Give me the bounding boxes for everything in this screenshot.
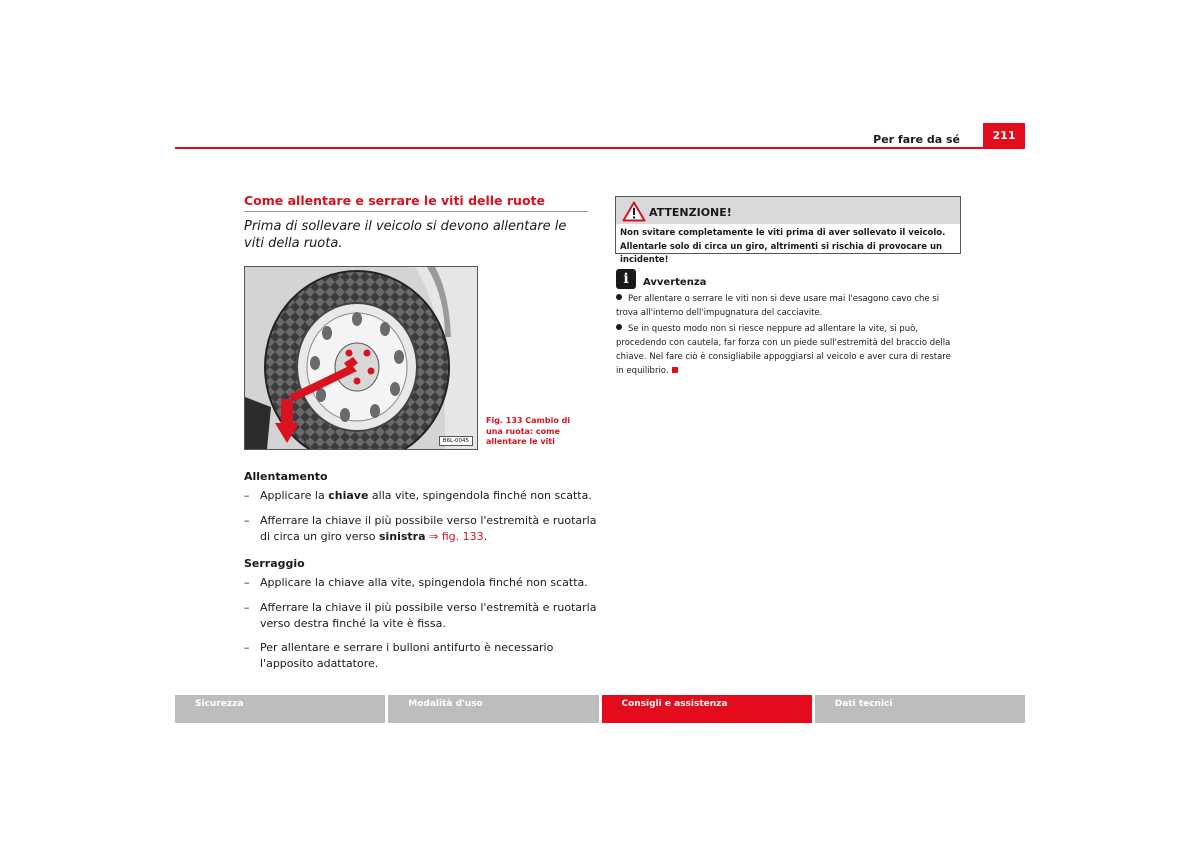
tab-modalita-uso[interactable]: Modalità d'uso — [388, 695, 598, 723]
warning-triangle-icon — [622, 201, 646, 222]
end-of-section-icon — [672, 367, 678, 373]
header-rule — [175, 147, 1025, 149]
tightening-heading: Serraggio — [244, 557, 305, 570]
figure-code: B6L-0045 — [439, 436, 473, 446]
wheel-illustration — [245, 267, 477, 449]
warning-text: Non svitare completamente le viti prima di aver sollevato il veicolo. Allentarle solo di circa un giro, altrimenti si rischia di provocare un incidente! — [620, 228, 946, 265]
warning-box — [615, 196, 961, 265]
tab-dati-tecnici[interactable]: Dati tecnici — [815, 695, 1025, 723]
bullet-icon — [616, 294, 622, 300]
tightening-step-3: – Per allentare e serrare i bulloni antifurto è necessario l'apposito adattatore. — [244, 641, 554, 670]
figure-reference-link[interactable]: ⇒ fig. 133 — [429, 529, 484, 543]
figure-caption: Fig. 133 Cambio di una ruota: come allentare le viti — [486, 416, 571, 446]
note-item-1: Per allentare o serrare le viti non si deve usare mai l'esagono cavo che si trova all'interno dell'impugnatura del cacciavite. — [616, 294, 940, 318]
note-item-2: Se in questo modo non si riesce neppure ad allentare la vite, si può, procedendo con cautela, far forza con un piede sull'estremità del braccio della chiave. Nel fare ciò è consigliabile appoggiarsi al veicolo e aver cura di restare in equilibrio. — [616, 324, 951, 376]
loosening-heading: Allentamento — [244, 470, 328, 483]
chapter-navigation — [175, 695, 1025, 723]
tab-consigli-assistenza[interactable]: Consigli e assistenza — [602, 695, 812, 723]
wheel-figure — [244, 266, 478, 450]
warning-header — [616, 197, 960, 224]
tightening-step-2: – Afferrare la chiave il più possibile verso l'estremità e ruotarla verso destra finché la vite è fissa. — [244, 601, 597, 630]
loosening-step-2: – Afferrare la chiave il più possibile verso l'estremità e ruotarla di circa un giro verso sinistra ⇒ fig. 133. — [244, 514, 597, 543]
tightening-step-1: – Applicare la chiave alla vite, spingendola finché non scatta. — [244, 576, 588, 589]
loosening-step-1: – Applicare la chiave alla vite, spingendola finché non scatta. — [244, 489, 592, 502]
note-title: Avvertenza — [643, 277, 707, 288]
warning-title: ATTENZIONE! — [649, 206, 732, 219]
bullet-icon — [616, 324, 622, 330]
intro-text: Prima di sollevare il veicolo si devono allentare le viti della ruota. — [244, 219, 567, 251]
page-number: 211 — [983, 123, 1025, 148]
section-heading: Come allentare e serrare le viti delle ruote — [244, 193, 588, 212]
info-icon: i — [616, 269, 636, 289]
tab-sicurezza[interactable]: Sicurezza — [175, 695, 385, 723]
running-header-title: Per fare da sé — [873, 133, 960, 146]
